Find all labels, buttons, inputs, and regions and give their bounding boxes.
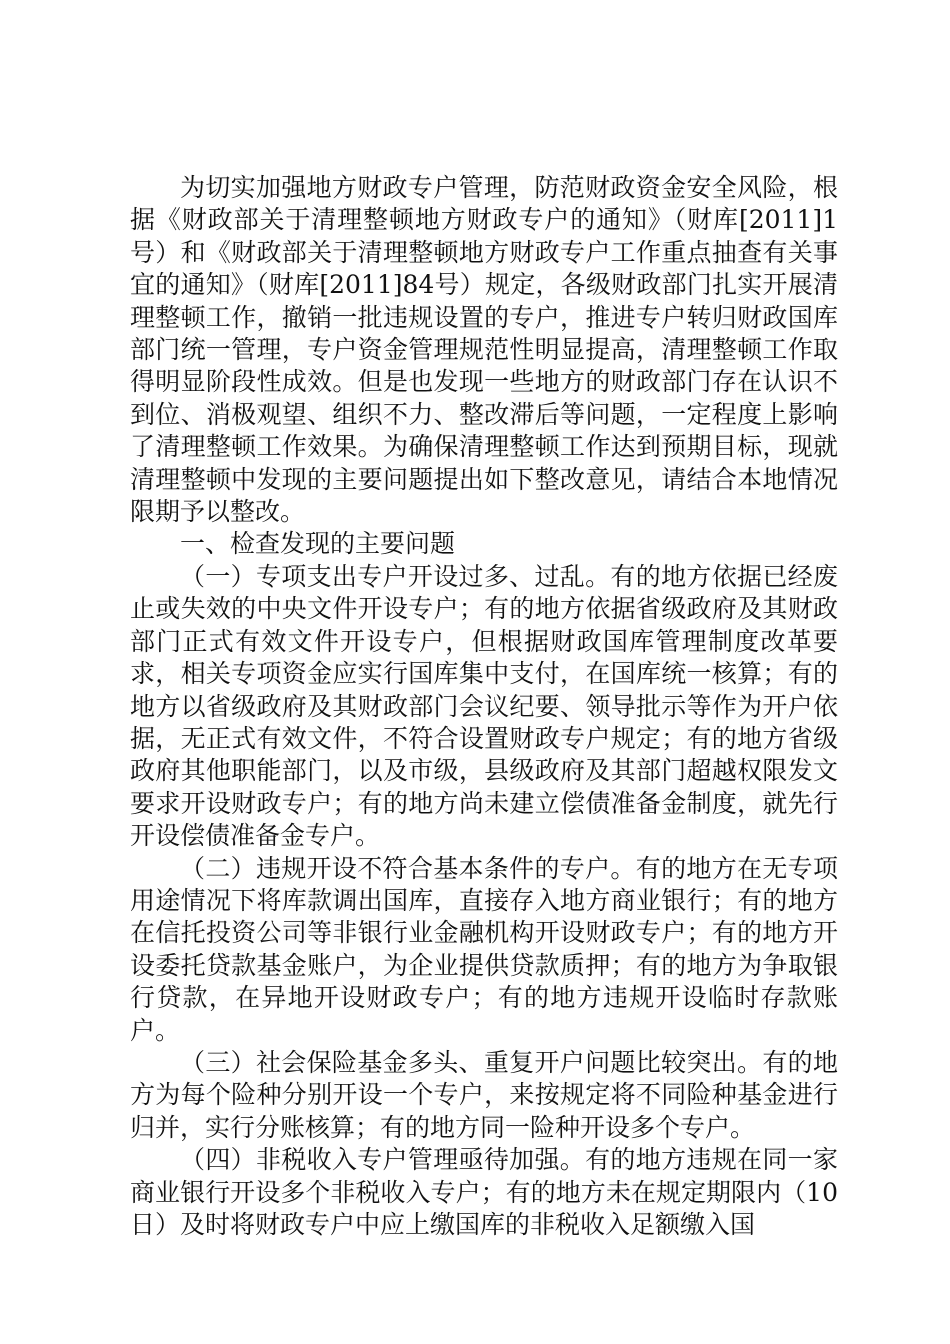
- intro-paragraph: 为切实加强地方财政专户管理，防范财政资金安全风险，根据《财政部关于清理整顿地方财政专户的通知》（财库[2011]1号）和《财政部关于清理整顿地方财政专户工作重点抽查有关事宜的通知》（财库[2011]84号）规定，各级财政部门扎实开展清理整顿工作，撤销一批违规设置的专户，推进专户转归财政国库部门统一管理，专户资金管理规范性明显提高，清理整顿工作取得明显阶段性成效。但是也发现一些地方的财政部门存在认识不到位、消极观望、组织不力、整改滞后等问题，一定程度上影响了清理整顿工作效果。为确保清理整顿工作达到预期目标，现就清理整顿中发现的主要问题提出如下整改意见，请结合本地情况限期予以整改。: [130, 173, 838, 527]
- section-heading-1: 一、检查发现的主要问题: [180, 529, 456, 559]
- problem-paragraph-4: （四）非税收入专户管理亟待加强。有的地方违规在同一家商业银行开设多个非税收入专户；有的地方未在规定期限内（10日）及时将财政专户中应上缴国库的非税收入足额缴入国: [130, 1145, 838, 1239]
- problem-paragraph-1: （一）专项支出专户开设过多、过乱。有的地方依据已经废止或失效的中央文件开设专户；有的地方依据省级政府及其财政部门正式有效文件开设专户，但根据财政国库管理制度改革要求，相关专项资金应实行国库集中支付，在国库统一核算；有的地方以省级政府及其财政部门会议纪要、领导批示等作为开户依据，无正式有效文件，不符合设置财政专户规定；有的地方省级政府其他职能部门，以及市级，县级政府及其部门超越权限发文要求开设财政专户；有的地方尚未建立偿债准备金制度，就先行开设偿债准备金专户。: [130, 561, 838, 851]
- problem-paragraph-3: （三）社会保险基金多头、重复开户问题比较突出。有的地方为每个险种分别开设一个专户，来按规定将不同险种基金进行归并，实行分账核算；有的地方同一险种开设多个专户。: [130, 1047, 838, 1142]
- document-body: [130, 172, 838, 1241]
- problem-paragraph-2: （二）违规开设不符合基本条件的专户。有的地方在无专项用途情况下将库款调出国库，直接存入地方商业银行；有的地方在信托投资公司等非银行业金融机构开设财政专户；有的地方开设委托贷款基金账户，为企业提供贷款质押；有的地方为争取银行贷款，在异地开设财政专户；有的地方违规开设临时存款账户。: [130, 853, 838, 1045]
